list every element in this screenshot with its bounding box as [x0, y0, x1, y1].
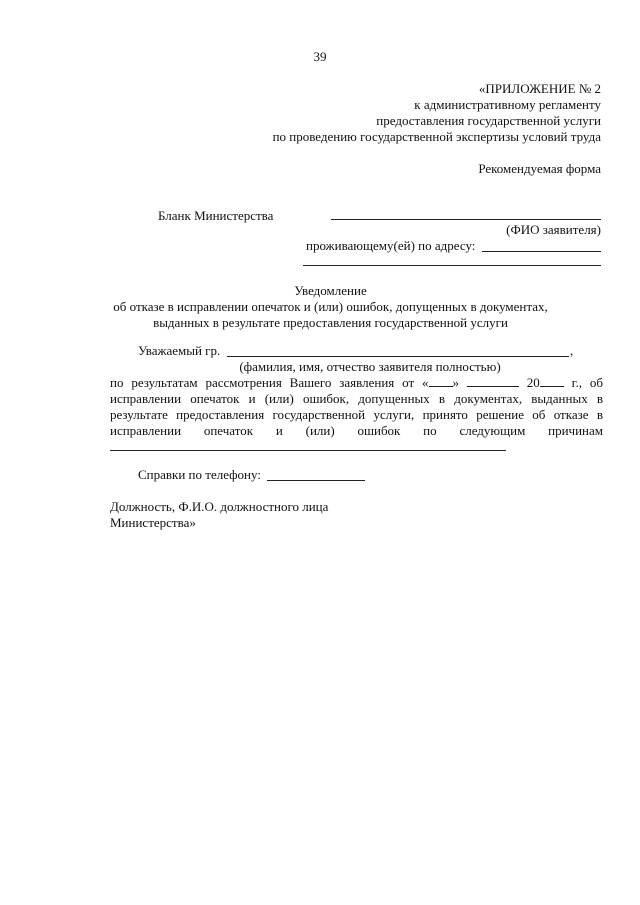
page-number: 39 [313, 49, 327, 64]
ministry-letterhead-label: Бланк Министерства [158, 208, 274, 223]
appendix-line-1: к административному регламенту [414, 97, 601, 112]
signature-line-2: Министерства» [110, 515, 196, 530]
address-line-2 [303, 265, 601, 266]
address-line-1 [482, 251, 601, 252]
notice-title: Уведомление [294, 283, 367, 298]
phone-label: Справки по телефону: [138, 467, 261, 482]
signature-line-1: Должность, Ф.И.О. должностного лица [110, 499, 329, 514]
body-line-3: результате предоставления государственной услуги, принято решение об отказе в [110, 407, 603, 422]
applicant-name-caption: (ФИО заявителя) [506, 222, 601, 237]
greeting-comma: , [570, 343, 574, 358]
applicant-fullname-line [227, 356, 569, 357]
notice-subtitle-2: выданных в результате предоставления государственной услуги [153, 315, 508, 330]
phone-line [267, 480, 365, 481]
greeting-label: Уважаемый гр. [138, 343, 221, 358]
body-line-2: исправлении опечаток и (или) ошибок, допущенных в документах, выданных в [110, 391, 603, 406]
body-line-4: исправлении опечаток и (или) ошибок по следующим причинам [110, 423, 603, 438]
applicant-name-line [331, 219, 601, 220]
address-label: проживающему(ей) по адресу: [306, 238, 476, 253]
appendix-line-2: предоставления государственной услуги [376, 113, 601, 128]
appendix-line-3: по проведению государственной экспертизы условий труда [272, 129, 601, 144]
appendix-title: «ПРИЛОЖЕНИЕ № 2 [478, 81, 601, 96]
reasons-line [110, 450, 506, 451]
body-line-1: по результатам рассмотрения Вашего заявления от « » 20 г., об [110, 375, 604, 390]
fullname-caption: (фамилия, имя, отчество заявителя полностью) [239, 359, 501, 374]
recommended-form-label: Рекомендуемая форма [478, 161, 601, 176]
notice-subtitle-1: об отказе в исправлении опечаток и (или) ошибок, допущенных в документах, [113, 299, 548, 314]
